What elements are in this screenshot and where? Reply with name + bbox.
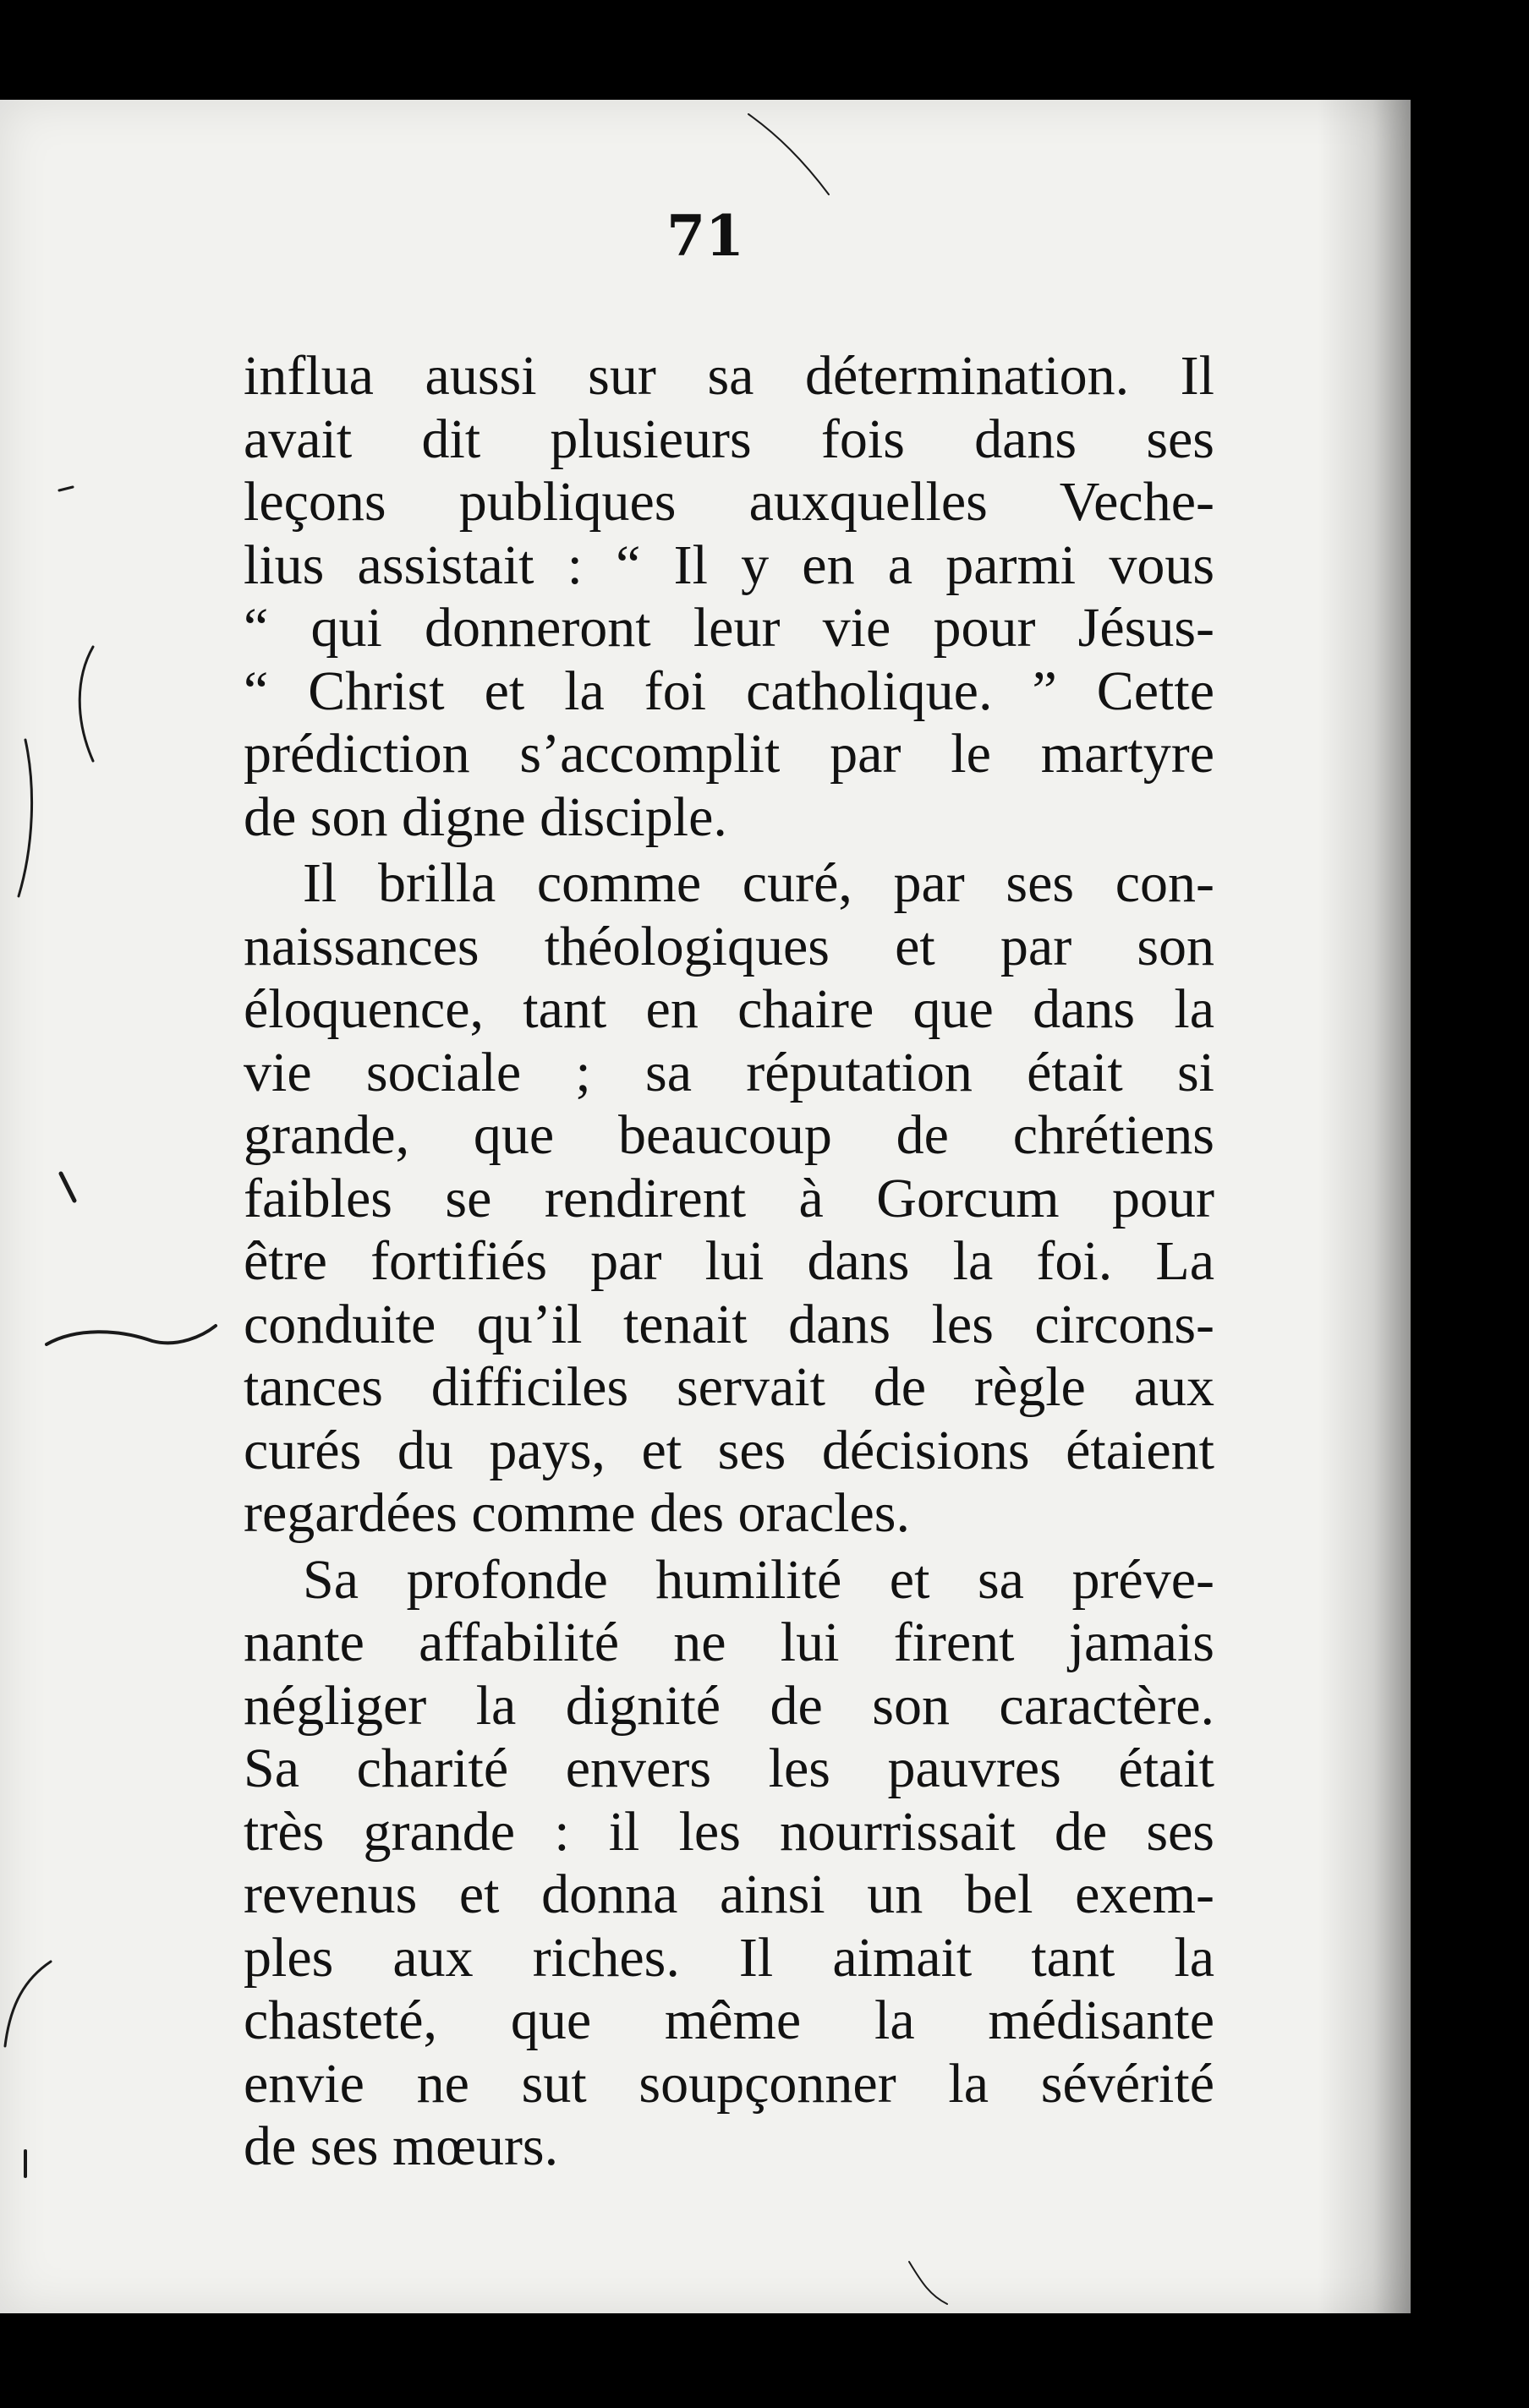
paragraph xyxy=(244,852,1214,1546)
paragraph xyxy=(244,345,1214,849)
text-line: nante affabilité ne lui firent jamais xyxy=(244,1612,1214,1673)
margin-scratch-mark xyxy=(68,643,110,769)
page-number: 71 xyxy=(666,203,744,269)
text-line: éloquence, tant en chaire que dans la xyxy=(244,978,1214,1040)
margin-scratch-mark xyxy=(17,2148,34,2181)
margin-scratch-mark xyxy=(51,1167,85,1218)
gutter-shadow xyxy=(1318,100,1411,2313)
top-scratch-mark xyxy=(744,110,837,203)
text-line: revenus et donna ainsi un bel exem- xyxy=(244,1863,1214,1925)
text-line: vie sociale ; sa réputation était si xyxy=(244,1041,1214,1103)
margin-scratch-mark xyxy=(51,473,85,507)
text-line: Il brilla comme curé, par ses con- xyxy=(303,852,1214,914)
text-line: grande, que beaucoup de chrétiens xyxy=(244,1104,1214,1166)
body-text xyxy=(244,345,1214,2179)
text-line: chasteté, que même la médisante xyxy=(244,1989,1214,2051)
text-line: influa aussi sur sa détermination. Il xyxy=(244,345,1214,407)
text-line: de son digne disciple. xyxy=(244,785,727,848)
text-line: naissances théologiques et par son xyxy=(244,915,1214,977)
text-line: très grande : il les nourrissait de ses xyxy=(244,1800,1214,1863)
text-line: être fortifiés par lui dans la foi. La xyxy=(244,1230,1214,1292)
text-line: lius assistait : “ Il y en a parmi vous xyxy=(244,534,1214,596)
text-line: “ Christ et la foi catholique. ” Cette xyxy=(244,659,1214,722)
margin-scratch-mark xyxy=(905,2258,956,2308)
text-line: négliger la dignité de son caractère. xyxy=(244,1674,1214,1737)
text-line: regardées comme des oracles. xyxy=(244,1482,910,1544)
text-line: leçons publiques auxquelles Veche- xyxy=(244,471,1214,533)
text-line: prédiction s’accomplit par le martyre xyxy=(244,723,1214,785)
margin-scratch-mark xyxy=(0,1953,68,2055)
text-line: tances difficiles servait de règle aux xyxy=(244,1356,1214,1418)
text-line: “ qui donneront leur vie pour Jésus- xyxy=(244,597,1214,659)
paragraph xyxy=(244,1549,1214,2179)
margin-scratch-mark xyxy=(42,1311,220,1361)
text-line: curés du pays, et ses décisions étaient xyxy=(244,1419,1214,1481)
text-line: conduite qu’il tenait dans les circons- xyxy=(244,1293,1214,1355)
text-line: avait dit plusieurs fois dans ses xyxy=(244,408,1214,470)
text-line: de ses mœurs. xyxy=(244,2115,559,2177)
text-line: envie ne sut soupçonner la sévérité xyxy=(244,2052,1214,2115)
text-line: Sa profonde humilité et sa préve- xyxy=(303,1548,1214,1611)
margin-scratch-mark xyxy=(8,736,42,905)
text-line: ples aux riches. Il aimait tant la xyxy=(244,1926,1214,1989)
text-line: faibles se rendirent à Gorcum pour xyxy=(244,1167,1214,1229)
text-line: Sa charité envers les pauvres était xyxy=(244,1738,1214,1799)
book-page xyxy=(0,100,1411,2313)
